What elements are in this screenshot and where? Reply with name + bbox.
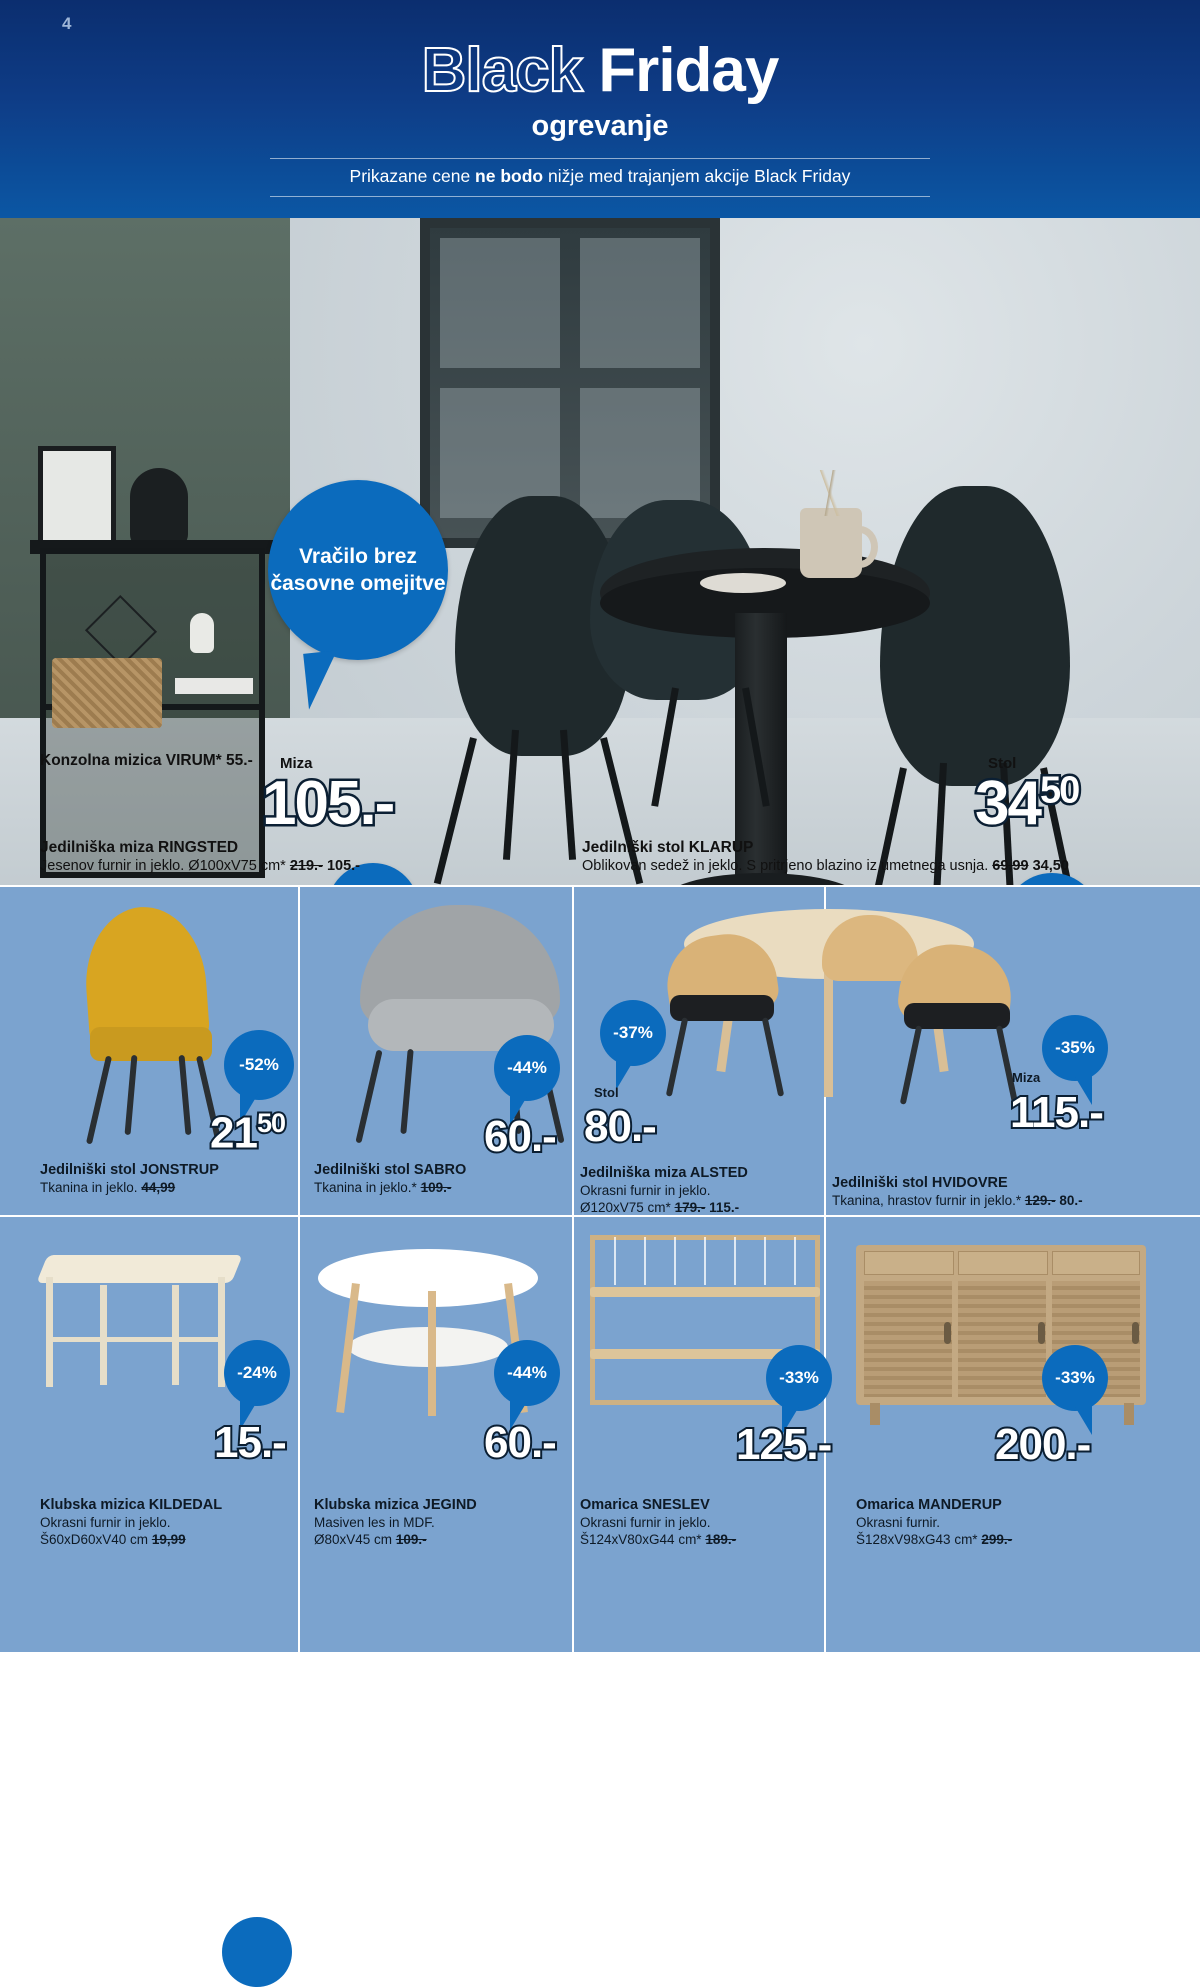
wall-picture [38, 446, 116, 546]
product-dims-line [314, 1531, 564, 1548]
bubble-tail-icon [303, 650, 343, 709]
discount-badge-kildedal [224, 1340, 290, 1406]
old-price: 109.- [395, 1532, 427, 1547]
table-leg [428, 1291, 436, 1416]
label-miza: Miza [280, 755, 313, 772]
product-name: Jedilniški stol KLARUP [582, 839, 754, 856]
price-kildedal: 15.- [214, 1418, 286, 1467]
product-desc-line [40, 857, 560, 876]
old-price: 189.- [705, 1532, 737, 1547]
price-alsted: 80.- [584, 1102, 656, 1151]
header-note-post: nižje med trajanjem akcije Black Friday [543, 166, 851, 186]
old-price: 44,99 [141, 1180, 176, 1195]
chair-leg [86, 1055, 112, 1144]
header-note-bold: ne bodo [475, 166, 544, 186]
table-leg [100, 1285, 107, 1385]
table-brace [46, 1337, 221, 1342]
product-desc: Okrasni furnir. [856, 1515, 941, 1530]
discount-badge-alsted [600, 1000, 666, 1066]
window-pane [580, 388, 700, 518]
product-dims-line [580, 1199, 850, 1216]
discount-value: -33% [779, 1368, 819, 1387]
utensils [808, 470, 854, 516]
price-sneslev: 125.- [736, 1420, 832, 1469]
hero-right-description [582, 838, 1142, 876]
product-desc-line [582, 857, 1142, 876]
price-cents: 50 [256, 1108, 285, 1138]
cabinet-drawer [864, 1251, 954, 1275]
utensil-holder [800, 508, 862, 578]
discount-value: -52% [239, 1055, 279, 1074]
cabinet-handle [944, 1322, 951, 1344]
shelf-board [590, 1287, 820, 1297]
discount-badge-jonstrup [224, 1030, 294, 1100]
wire [644, 1237, 646, 1285]
product-name: Jedilniški stol HVIDOVRE [832, 1175, 1008, 1191]
old-price: 179.- [674, 1200, 706, 1215]
product-caption [40, 1497, 290, 1548]
console-caption: Konzolna mizica VIRUM* 55.- [40, 752, 253, 769]
page-title [0, 38, 1200, 104]
window-pane [440, 238, 560, 368]
product-dims: Ø120xV75 cm* [580, 1200, 671, 1215]
cabinet-drawer [958, 1251, 1048, 1275]
product-desc-line [832, 1192, 1198, 1209]
table-leg [46, 1277, 53, 1387]
price-manderup: 200.- [995, 1420, 1091, 1469]
price-hvidovre: 115.- [1010, 1088, 1103, 1137]
product-caption [314, 1497, 564, 1548]
price-chair-klarup [975, 768, 1078, 839]
discount-badge [222, 1917, 292, 1987]
product-desc: Okrasni furnir in jeklo. [580, 1183, 711, 1198]
product-caption-alsted [580, 1165, 850, 1216]
new-price: 80.- [1059, 1193, 1083, 1208]
label-stol-alsted: Stol [594, 1085, 619, 1100]
old-price: 109.- [420, 1180, 452, 1195]
decor-vase [190, 613, 214, 653]
label-stol: Stol [988, 755, 1017, 772]
product-desc: Tkanina in jeklo. [40, 1180, 138, 1195]
product-dims: Š124xV80xG44 cm* [580, 1532, 702, 1547]
decor-books [175, 678, 253, 694]
cabinet-leg [1124, 1403, 1134, 1425]
product-caption [580, 1497, 830, 1548]
plates [700, 573, 786, 593]
product-desc: Oblikovan sedež in jeklo. S pritrjeno blazino iz umetnega usnja. [582, 858, 989, 874]
product-name: Klubska mizica JEGIND [314, 1497, 477, 1513]
window-pane [580, 238, 700, 368]
cabinet-drawer [1052, 1251, 1140, 1275]
product-name: Jedilniška miza RINGSTED [40, 839, 239, 856]
product-desc: Okrasni furnir in jeklo. [580, 1515, 711, 1530]
product-dims-line [856, 1531, 1186, 1548]
discount-value: -37% [613, 1023, 653, 1042]
bubble-tail-icon [616, 1060, 634, 1090]
discount-value: -33% [1055, 1368, 1095, 1387]
catalog-header [0, 0, 1200, 218]
discount-badge-sneslev [766, 1345, 832, 1411]
chair-leg [762, 1017, 785, 1096]
cabinet-leg [870, 1403, 880, 1425]
old-price: 219.- [289, 858, 323, 874]
chair-leg [666, 1017, 689, 1096]
decor-basket [52, 658, 162, 728]
price-main: 21 [210, 1108, 257, 1158]
product-dims: Š128xV98xG43 cm* [856, 1532, 978, 1547]
product-name: Jedilniška miza ALSTED [580, 1165, 748, 1181]
price-table-ringsted: 105.- [262, 769, 394, 838]
old-price: 69,99 [992, 858, 1029, 874]
header-subtitle: ogrevanje [531, 110, 669, 142]
discount-badge-manderup [1042, 1345, 1108, 1411]
old-price: 19,99 [151, 1532, 186, 1547]
hero-left-description [40, 838, 560, 876]
discount-badge-hvidovre [1042, 1015, 1108, 1081]
product-desc: Jesenov furnir in jeklo. Ø100xV75 cm* [40, 858, 286, 874]
discount-badge-jegind [494, 1340, 560, 1406]
decor-sculpture [130, 468, 188, 548]
cabinet-door [958, 1281, 1046, 1397]
discount-value: -24% [237, 1363, 277, 1382]
product-name: Klubska mizica KILDEDAL [40, 1497, 223, 1513]
product-desc: Masiven les in MDF. [314, 1515, 435, 1530]
wire [794, 1237, 796, 1285]
table-leg [824, 967, 833, 1097]
return-policy-badge [268, 480, 448, 660]
wire [764, 1237, 766, 1285]
wire [734, 1237, 736, 1285]
cabinet-door [864, 1281, 952, 1397]
header-note-pre: Prikazane cene [349, 166, 476, 186]
product-caption-hvidovre [832, 1175, 1198, 1209]
chair-leg [400, 1049, 413, 1134]
label-miza-hvidovre: Miza [1012, 1070, 1041, 1085]
old-price: 129.- [1024, 1193, 1056, 1208]
product-desc-line [40, 1179, 290, 1196]
wire [674, 1237, 676, 1285]
title-friday: Friday [598, 36, 779, 105]
header-note [270, 158, 930, 197]
page-number: 4 [62, 14, 72, 33]
cabinet-handle [1132, 1322, 1139, 1344]
discount-value: -44% [507, 1058, 547, 1077]
wire [704, 1237, 706, 1285]
discount-value: -35% [1055, 1038, 1095, 1057]
coffee-table-kildedal [36, 1255, 242, 1283]
product-dims-line [580, 1531, 830, 1548]
product-caption [40, 1162, 290, 1196]
old-price: 299.- [981, 1532, 1013, 1547]
new-price: 105.- [326, 858, 361, 874]
dining-chair-right [880, 486, 1070, 786]
price-jonstrup [210, 1108, 285, 1159]
chair-leg [179, 1055, 192, 1135]
chair-leg [125, 1055, 138, 1135]
product-desc: Tkanina, hrastov furnir in jeklo.* [832, 1193, 1022, 1208]
product-dims-line [40, 1531, 290, 1548]
new-price: 34,50 [1032, 858, 1069, 874]
chair-leg [355, 1050, 382, 1144]
wire [614, 1237, 616, 1285]
title-black: Black [421, 36, 583, 105]
chair-leg [900, 1025, 923, 1104]
product-caption [856, 1497, 1186, 1548]
discount-badge-sabro [494, 1035, 560, 1101]
product-desc: Tkanina in jeklo.* [314, 1180, 417, 1195]
product-desc-line [314, 1179, 564, 1196]
product-caption [314, 1162, 564, 1196]
window [420, 218, 720, 548]
price-sabro: 60.- [484, 1112, 556, 1161]
price-cents: 50 [1039, 769, 1079, 812]
product-name: Jedilniški stol JONSTRUP [40, 1162, 219, 1178]
product-row-1 [0, 885, 1200, 1215]
product-name: Jedilniški stol SABRO [314, 1162, 467, 1178]
product-dims: Š60xD60xV40 cm [40, 1532, 149, 1547]
discount-value: -44% [507, 1363, 547, 1382]
table-leg [172, 1285, 179, 1385]
new-price: 115.- [709, 1200, 740, 1215]
product-desc: Okrasni furnir in jeklo. [40, 1515, 171, 1530]
price-jegind: 60.- [484, 1418, 556, 1467]
cabinet-handle [1038, 1322, 1045, 1344]
price-main: 34 [975, 769, 1040, 838]
product-name: Omarica SNESLEV [580, 1497, 710, 1513]
product-name: Omarica MANDERUP [856, 1497, 1002, 1513]
product-dims: Ø80xV45 cm [314, 1532, 393, 1547]
return-policy-text: Vračilo brez časovne omejitve [270, 545, 446, 595]
